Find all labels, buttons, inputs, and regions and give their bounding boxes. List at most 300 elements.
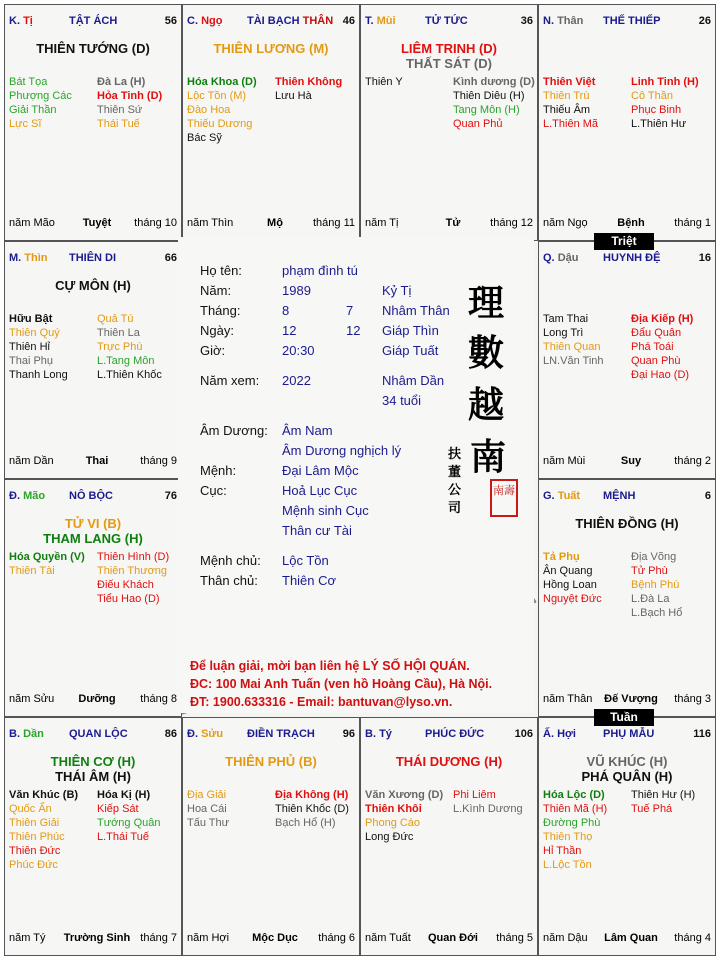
- footer-month: tháng 8: [140, 693, 177, 705]
- minor-star: Kiếp Sát: [97, 803, 139, 815]
- minor-star: Thiên Hư (H): [631, 789, 696, 801]
- minor-star: Thiên Khôi: [365, 803, 422, 815]
- amduong-label: Âm Dương:: [200, 423, 268, 438]
- palace-footer: [9, 932, 177, 945]
- main-star: VŨ KHÚC (H): [586, 754, 668, 769]
- minor-star: Nguyệt Đức: [543, 593, 602, 605]
- palace-name: [69, 252, 116, 264]
- minor-star: Tấu Thư: [187, 817, 230, 829]
- minor-star: Lộc Tồn (M): [187, 90, 247, 102]
- minor-star: Cô Thần: [631, 90, 673, 102]
- minor-stars-right: [275, 75, 342, 103]
- footer-year: năm Thìn: [187, 217, 234, 229]
- view-year-can: Nhâm Dần: [382, 373, 445, 388]
- seal-char-4: 南: [470, 436, 507, 478]
- main-star: THÁI DƯƠNG (H): [395, 754, 503, 769]
- palace-header: [9, 490, 177, 504]
- main-star: THIÊN LƯƠNG (M): [213, 41, 329, 56]
- branch-prefix: B.: [9, 728, 20, 740]
- branch-label: [187, 728, 223, 740]
- footer-stage: Lâm Quan: [604, 932, 658, 944]
- minor-star: Hóa Lộc (D): [543, 789, 605, 801]
- minor-star: Đường Phù: [543, 817, 601, 829]
- palace-header: [543, 728, 711, 742]
- palace-name: [603, 252, 660, 264]
- branch-name: Ngọ: [201, 15, 223, 27]
- contact-line-3: ĐT: 1900.633316 - Email: bantuvan@lyso.vn.: [190, 695, 453, 709]
- seal-small-1: 扶: [448, 447, 462, 462]
- minor-star: Hóa Kị (H): [97, 789, 151, 801]
- minor-stars-left: [9, 312, 68, 382]
- center-info-panel: [178, 237, 534, 713]
- minor-stars-right: [631, 788, 695, 816]
- palace-footer: [187, 932, 355, 945]
- minor-star: Quả Tú: [97, 313, 134, 325]
- branch-label: [9, 728, 44, 740]
- main-star: THIÊN PHỦ (B): [225, 754, 317, 769]
- amduong-value-2: Âm Dương nghịch lý: [282, 443, 402, 458]
- seal-char-3: 越: [468, 384, 505, 426]
- tuan-tag: Tuần: [594, 709, 654, 726]
- minor-star: Thiên Mã (H): [543, 803, 608, 815]
- footer-month: tháng 3: [674, 693, 711, 705]
- minor-star: Thiên Đức: [9, 845, 61, 857]
- minor-star: Đại Hao (D): [631, 369, 690, 381]
- minor-star: Thai Phụ: [9, 355, 54, 367]
- minor-star: L.Thiên Hư: [631, 118, 687, 130]
- branch-label: [9, 490, 45, 502]
- menh-chu-value: Lộc Tồn: [282, 553, 329, 568]
- minor-star: Bác Sỹ: [187, 132, 222, 144]
- minor-star: Địa Không (H): [275, 789, 349, 801]
- minor-stars-left: [187, 788, 229, 830]
- contact-line-2: ĐC: 100 Mai Anh Tuấn (ven hồ Hoàng Cầu), Hà Nội.: [190, 677, 493, 691]
- minor-star: Phi Liêm: [453, 789, 496, 801]
- seal-char-2: 數: [468, 332, 505, 374]
- palace-name: [425, 15, 468, 27]
- minor-star: Thiên Việt: [543, 76, 596, 88]
- footer-year: năm Tị: [365, 217, 399, 229]
- minor-star: Thiên Hỉ: [9, 341, 50, 353]
- palace-footer: [9, 217, 177, 230]
- palace-name: [69, 728, 128, 740]
- palace-number: 76: [164, 490, 177, 502]
- palace-name: [425, 728, 484, 740]
- palace-title: MỆNH: [603, 490, 636, 502]
- minor-star: Phá Toái: [631, 341, 674, 353]
- palace-cell-suu: [182, 717, 360, 956]
- red-stamp: 南壽: [490, 479, 518, 517]
- than-chu-label: Thân chủ:: [200, 573, 258, 588]
- palace-cell-tuat: [538, 479, 716, 717]
- minor-star: Thiên Khốc (D): [275, 803, 349, 815]
- contact-line-1: Để luận giải, mời bạn liên hệ LÝ SỐ HỘI QUÁN.: [190, 659, 470, 673]
- minor-star: Phục Binh: [631, 104, 682, 116]
- minor-star: Hữu Bật: [9, 313, 53, 325]
- minor-star: Thiên Y: [365, 76, 403, 88]
- branch-prefix: K.: [9, 15, 20, 27]
- palace-header: [543, 15, 711, 29]
- day-label: Ngày:: [200, 323, 234, 338]
- minor-star: Thiên Hình (D): [97, 551, 170, 563]
- minor-star: LN.Văn Tinh: [543, 355, 604, 367]
- palace-title: ĐIỀN TRẠCH: [247, 728, 315, 740]
- branch-name: Mão: [23, 490, 46, 502]
- minor-star: Hoa Cái: [187, 803, 227, 815]
- month-label: Tháng:: [200, 303, 241, 318]
- minor-star: Long Đức: [365, 831, 414, 843]
- palace-header: [9, 15, 177, 29]
- palace-number: 16: [698, 252, 711, 264]
- cuc-label: Cục:: [200, 483, 227, 498]
- cuc-value-2: Mệnh sinh Cục: [282, 503, 369, 518]
- footer-month: tháng 9: [140, 455, 177, 467]
- minor-stars-right: [97, 312, 162, 382]
- footer-year: năm Mão: [9, 217, 55, 229]
- minor-star: Thiên Thương: [97, 565, 168, 577]
- palace-footer: [543, 932, 711, 945]
- minor-stars-right: [631, 312, 693, 382]
- palace-title: TÀI BẠCH: [247, 15, 300, 27]
- branch-label: [543, 252, 578, 264]
- day-lunar: 12: [346, 323, 361, 338]
- minor-star: Thiên Diêu (H): [453, 90, 525, 102]
- main-star: TỬ VI (B): [64, 516, 122, 531]
- branch-prefix: B.: [365, 728, 376, 740]
- minor-star: Lưu Hà: [275, 90, 312, 102]
- minor-star: Bát Tọa: [9, 76, 48, 88]
- branch-name: Sửu: [201, 728, 224, 740]
- palace-cell-ngo: [182, 4, 360, 241]
- minor-stars-right: [453, 75, 535, 131]
- minor-star: L.Thái Tuế: [97, 831, 149, 843]
- hour-can: Giáp Tuất: [382, 343, 439, 358]
- minor-star: Thiên Trù: [543, 90, 590, 102]
- day-solar: 12: [282, 323, 297, 338]
- branch-label: [365, 728, 392, 740]
- palace-header: [365, 15, 533, 29]
- menh-value: Đại Lâm Mộc: [282, 463, 359, 478]
- palace-header: [365, 728, 533, 742]
- palace-cell-hoi: [538, 717, 716, 956]
- palace-number: 46: [342, 15, 355, 27]
- palace-name: [603, 490, 635, 502]
- year-value: 1989: [282, 283, 311, 298]
- minor-star: Thanh Long: [9, 369, 68, 381]
- minor-star: L.Đà La: [631, 593, 670, 605]
- footer-year: năm Dậu: [543, 932, 588, 944]
- main-star: THIÊN TƯỚNG (D): [36, 41, 150, 56]
- minor-star: Thiếu Dương: [187, 118, 253, 130]
- footer-stage: Dưỡng: [78, 693, 116, 705]
- palace-footer: [543, 455, 711, 468]
- seal-char-1: 理: [468, 282, 505, 324]
- palace-footer: [187, 217, 355, 230]
- branch-prefix: T.: [365, 15, 374, 27]
- minor-star: Tả Phụ: [543, 551, 580, 563]
- palace-header: [187, 728, 355, 742]
- footer-stage: Suy: [620, 455, 642, 467]
- minor-stars-left: [9, 550, 85, 578]
- main-star: PHÁ QUÂN (H): [581, 769, 673, 784]
- minor-star: Thiên Không: [275, 76, 343, 88]
- branch-name: Hợi: [557, 728, 576, 740]
- palace-name: [69, 490, 113, 502]
- name-value: phạm đình tú: [282, 263, 358, 278]
- view-year-value: 2022: [282, 373, 311, 388]
- branch-label: [187, 15, 222, 27]
- minor-star: Văn Khúc (B): [9, 789, 79, 801]
- footer-month: tháng 11: [312, 217, 355, 229]
- minor-star: Quan Phủ: [453, 118, 503, 130]
- branch-prefix: G.: [543, 490, 555, 502]
- minor-star: Ân Quang: [543, 565, 593, 577]
- minor-stars-right: [631, 550, 682, 620]
- palace-footer: [9, 693, 177, 706]
- minor-star: Thái Tuế: [97, 118, 140, 130]
- palace-title: PHỤ MẪU: [603, 728, 655, 740]
- minor-stars-right: [453, 788, 523, 816]
- minor-star: Thiên La: [97, 327, 140, 339]
- cuc-value: Hoả Lục Cục: [282, 483, 358, 498]
- main-star: THẤT SÁT (D): [406, 56, 492, 71]
- minor-star: L.Lộc Tồn: [543, 859, 592, 871]
- minor-star: Tử Phù: [631, 565, 668, 577]
- minor-star: Đào Hoa: [187, 104, 231, 116]
- footer-stage: Đế Vượng: [604, 693, 658, 705]
- minor-stars-left: [187, 75, 257, 145]
- branch-prefix: Đ.: [187, 728, 198, 740]
- minor-star: Đẩu Quân: [631, 327, 682, 339]
- palace-number: 86: [164, 728, 177, 740]
- minor-star: Thiên Quan: [543, 341, 601, 353]
- palace-cell-mui: [360, 4, 538, 241]
- minor-stars-left: [543, 75, 598, 131]
- palace-than-marker: THÂN: [302, 15, 334, 27]
- minor-star: Địa Võng: [631, 551, 677, 563]
- footer-month: tháng 7: [140, 932, 177, 944]
- minor-stars-left: [543, 312, 604, 368]
- amduong-value: Âm Nam: [282, 423, 333, 438]
- branch-prefix: Ấ.: [543, 728, 554, 740]
- palace-header: [9, 252, 177, 266]
- minor-stars-right: [97, 550, 169, 606]
- branch-prefix: Q.: [543, 252, 555, 264]
- footer-year: năm Tý: [9, 932, 46, 944]
- branch-label: [543, 490, 580, 502]
- minor-star: Bệnh Phù: [631, 579, 680, 591]
- footer-year: năm Hợi: [187, 932, 230, 944]
- minor-star: Quốc Ấn: [9, 803, 52, 815]
- minor-star: Địa Kiếp (H): [631, 313, 694, 325]
- minor-star: Hóa Khoa (D): [187, 76, 257, 88]
- minor-star: Hồng Loan: [543, 579, 597, 591]
- minor-star: L.Thiên Khốc: [97, 369, 162, 381]
- footer-year: năm Sửu: [9, 693, 55, 705]
- palace-cell-ty: [360, 717, 538, 956]
- minor-star: Phúc Đức: [9, 859, 58, 871]
- palace-title: QUAN LỘC: [69, 728, 128, 740]
- palace-footer: [9, 455, 177, 468]
- branch-prefix: C.: [187, 15, 198, 27]
- branch-prefix: Đ.: [9, 490, 20, 502]
- minor-stars-left: [543, 788, 607, 872]
- footer-month: tháng 4: [674, 932, 711, 944]
- menh-chu-label: Mệnh chủ:: [200, 553, 261, 568]
- minor-star: L.Tang Môn: [97, 355, 155, 367]
- year-can: Kỷ Tị: [382, 283, 412, 298]
- minor-stars-left: [365, 75, 403, 89]
- palace-name: [603, 728, 654, 740]
- minor-star: Thiên Thọ: [543, 831, 593, 843]
- minor-star: Quan Phù: [631, 355, 681, 367]
- footer-year: năm Dần: [9, 455, 54, 467]
- minor-stars-left: [9, 75, 72, 131]
- month-lunar: 7: [346, 303, 354, 318]
- palace-cell-dan: [4, 717, 182, 956]
- palace-title: THIÊN DI: [69, 252, 117, 264]
- minor-star: Đà La (H): [97, 76, 146, 88]
- name-label: Họ tên:: [200, 263, 242, 278]
- footer-month: tháng 10: [134, 217, 177, 229]
- palace-footer: [543, 217, 711, 230]
- palace-number: 116: [693, 728, 711, 740]
- palace-name: [69, 15, 117, 27]
- palace-footer: [365, 932, 533, 945]
- branch-name: Thân: [557, 15, 584, 27]
- hour-label: Giờ:: [200, 343, 226, 358]
- minor-star: L.Bạch Hổ: [631, 607, 683, 619]
- minor-star: Kình dương (D): [453, 76, 535, 88]
- palace-footer: [543, 693, 711, 706]
- palace-name: [603, 15, 660, 27]
- main-star: THAM LANG (H): [43, 531, 143, 546]
- footer-year: năm Ngọ: [543, 217, 588, 229]
- palace-name: [247, 15, 333, 27]
- palace-name: [247, 728, 315, 740]
- minor-star: Thiên Phúc: [9, 831, 65, 843]
- palace-title: NÔ BỘC: [69, 490, 113, 502]
- palace-header: [543, 252, 711, 266]
- minor-star: L.Thiên Mã: [543, 118, 599, 130]
- footer-year: năm Tuất: [365, 932, 411, 944]
- branch-label: [9, 252, 48, 264]
- palace-number: 96: [342, 728, 355, 740]
- palace-cell-thin: [4, 241, 182, 479]
- minor-star: Hóa Quyền (V): [9, 551, 85, 563]
- palace-title: PHÚC ĐỨC: [425, 728, 485, 740]
- branch-name: Tý: [379, 728, 392, 740]
- minor-star: Hỏa Tinh (D): [97, 90, 163, 102]
- footer-stage: Tử: [445, 217, 461, 229]
- minor-star: Điếu Khách: [97, 579, 154, 591]
- minor-star: Bạch Hổ (H): [275, 817, 336, 829]
- minor-star: Thiên Sứ: [97, 104, 143, 116]
- branch-label: [9, 15, 33, 27]
- cuc-value-3: Thân cư Tài: [282, 523, 352, 538]
- footer-stage: Mộc Dục: [252, 932, 298, 944]
- palace-title: THẾ THIẾP: [603, 15, 661, 27]
- branch-prefix: M.: [9, 252, 22, 264]
- minor-stars-left: [365, 788, 443, 844]
- footer-month: tháng 1: [674, 217, 711, 229]
- minor-star: Thiên Giải: [9, 817, 60, 829]
- minor-star: Văn Xương (D): [365, 789, 444, 801]
- branch-label: [543, 728, 576, 740]
- footer-stage: Bệnh: [617, 217, 645, 229]
- footer-stage: Mộ: [267, 217, 283, 229]
- seal-small-2: 董: [448, 465, 462, 480]
- minor-star: Tam Thai: [543, 313, 589, 325]
- minor-star: Thiên Tài: [9, 565, 55, 577]
- palace-title: HUYNH ĐỆ: [603, 252, 661, 264]
- seal-small-3: 公: [448, 483, 462, 498]
- minor-star: Lực Sĩ: [9, 118, 42, 130]
- age-value: 34 tuổi: [382, 393, 422, 408]
- minor-stars-right: [631, 75, 699, 131]
- minor-stars-right: [97, 788, 161, 844]
- minor-star: Tuế Phá: [631, 803, 673, 815]
- minor-star: Hỉ Thần: [543, 845, 582, 857]
- branch-label: [365, 15, 396, 27]
- footer-stage: Trường Sinh: [63, 932, 131, 944]
- palace-header: [543, 490, 711, 504]
- branch-name: Tị: [23, 15, 33, 27]
- view-year-label: Năm xem:: [200, 373, 260, 388]
- than-chu-value: Thiên Cơ: [282, 573, 337, 588]
- branch-label: [543, 15, 583, 27]
- palace-number: 106: [514, 728, 533, 740]
- footer-year: năm Mùi: [543, 455, 586, 467]
- palace-cell-dau: [538, 241, 716, 479]
- minor-star: Tiểu Hao (D): [97, 593, 160, 605]
- palace-number: 26: [698, 15, 711, 27]
- palace-cell-than: [538, 4, 716, 241]
- footer-month: tháng 12: [490, 217, 533, 229]
- footer-month: tháng 5: [496, 932, 533, 944]
- palace-header: [187, 15, 355, 29]
- minor-star: Phong Cáo: [365, 817, 421, 829]
- minor-star: Thiếu Âm: [543, 104, 591, 116]
- day-can: Giáp Thìn: [382, 323, 439, 338]
- footer-stage: Thai: [85, 455, 109, 467]
- main-star: THIÊN CƠ (H): [50, 754, 136, 769]
- footer-year: năm Thân: [543, 693, 593, 705]
- year-label: Năm:: [200, 283, 232, 298]
- minor-star: L.Kình Dương: [453, 803, 523, 815]
- footer-month: tháng 6: [318, 932, 355, 944]
- branch-name: Tuất: [557, 490, 581, 502]
- minor-star: Thiên Quý: [9, 327, 60, 339]
- palace-title: TỬ TỨC: [425, 15, 468, 27]
- branch-name: Mùi: [376, 15, 396, 27]
- minor-star: Long Trì: [543, 327, 584, 339]
- seal-small-4: 司: [448, 501, 462, 516]
- main-star: THIÊN ĐỒNG (H): [575, 516, 679, 531]
- branch-name: Dần: [23, 728, 44, 740]
- minor-stars-right: [275, 788, 349, 830]
- main-star: LIÊM TRINH (D): [400, 41, 498, 56]
- hour-value: 20:30: [282, 343, 315, 358]
- minor-star: Linh Tinh (H): [631, 76, 699, 88]
- palace-number: 36: [520, 15, 533, 27]
- main-star: THÁI ÂM (H): [55, 769, 131, 784]
- branch-name: Dậu: [557, 252, 579, 264]
- triet-tag: Triệt: [594, 233, 654, 250]
- palace-footer: [365, 217, 533, 230]
- minor-star: Trực Phù: [97, 341, 143, 353]
- palace-title: TẬT ÁCH: [69, 15, 118, 27]
